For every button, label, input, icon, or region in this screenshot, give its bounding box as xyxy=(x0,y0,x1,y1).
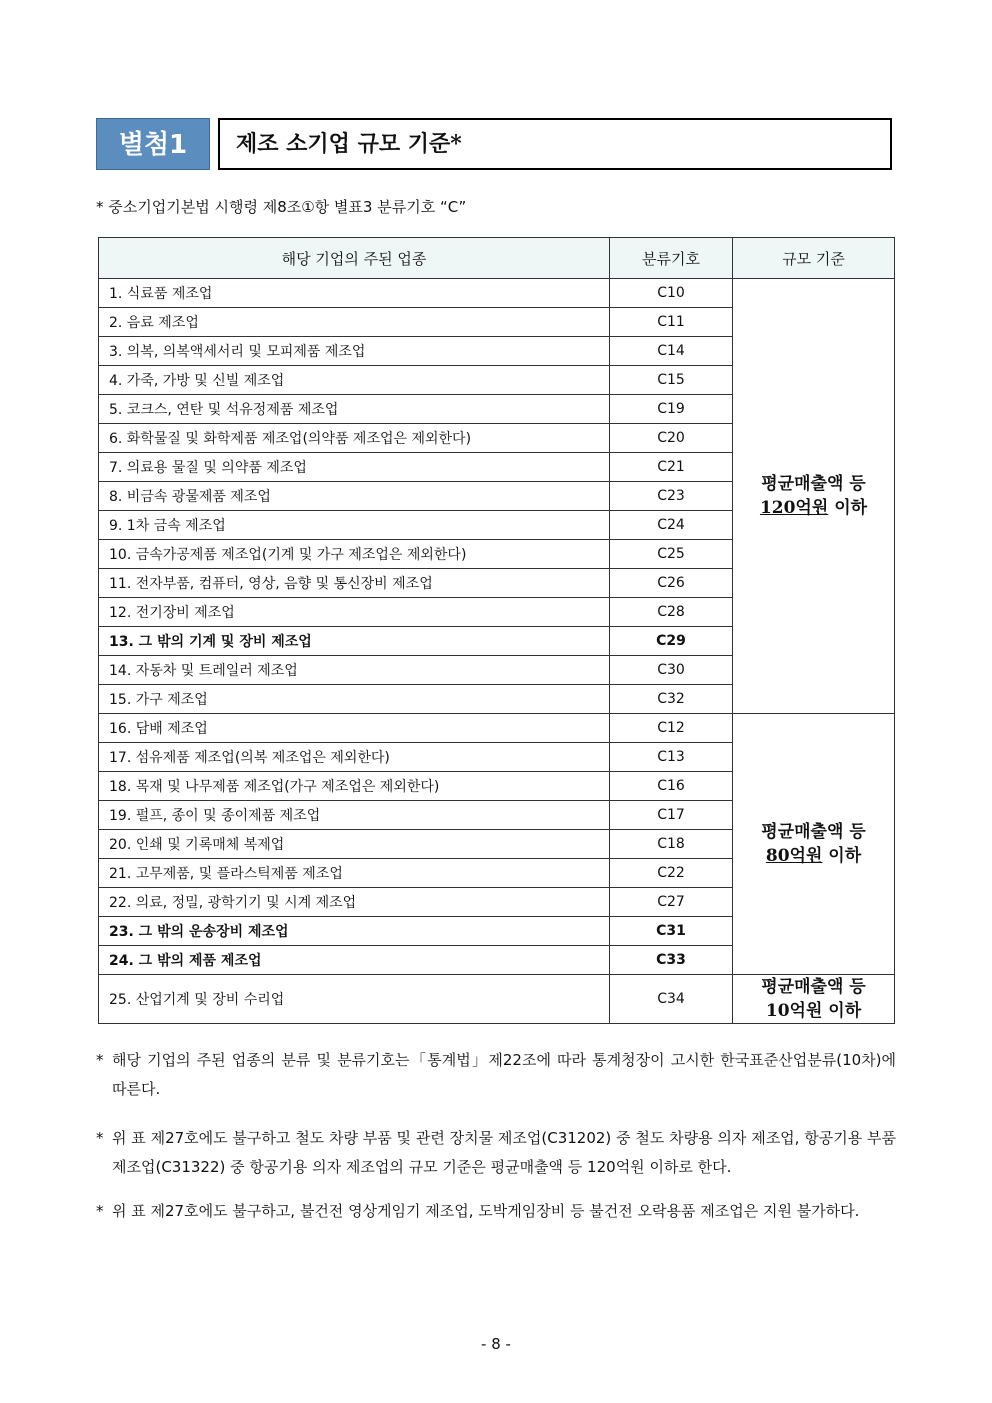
header-standard: 규모 기준 xyxy=(733,238,895,279)
code-cell: C28 xyxy=(610,598,733,627)
code-cell: C11 xyxy=(610,308,733,337)
table-row xyxy=(99,975,895,1024)
industry-cell: 9. 1차 금속 제조업 xyxy=(99,511,610,540)
footnote-marker: * xyxy=(96,1051,104,1069)
header-industry: 해당 기업의 주된 업종 xyxy=(99,238,610,279)
attachment-badge: 별첨1 xyxy=(96,118,210,170)
code-cell: C26 xyxy=(610,569,733,598)
footnote-marker: * xyxy=(96,1129,104,1147)
industry-cell: 13. 그 밖의 기계 및 장비 제조업 xyxy=(99,627,610,656)
code-cell: C16 xyxy=(610,772,733,801)
standard-cell-3 xyxy=(733,975,895,1024)
standard-suffix: 이하 xyxy=(828,498,868,518)
industry-cell: 2. 음료 제조업 xyxy=(99,308,610,337)
code-cell: C19 xyxy=(610,395,733,424)
industry-cell: 8. 비금속 광물제품 제조업 xyxy=(99,482,610,511)
industry-cell: 14. 자동차 및 트레일러 제조업 xyxy=(99,656,610,685)
table-row xyxy=(99,714,895,743)
code-cell: C32 xyxy=(610,685,733,714)
standard-amount: 10억원 xyxy=(765,1001,823,1021)
industry-cell: 10. 금속가공제품 제조업(기계 및 가구 제조업은 제외한다) xyxy=(99,540,610,569)
standard-cell-2 xyxy=(733,714,895,975)
standard-amount: 80억원 xyxy=(765,846,823,866)
code-cell: C21 xyxy=(610,453,733,482)
standard-cell-1 xyxy=(733,279,895,714)
industry-cell: 17. 섬유제품 제조업(의복 제조업은 제외한다) xyxy=(99,743,610,772)
industry-cell: 4. 가죽, 가방 및 신빌 제조업 xyxy=(99,366,610,395)
table-row xyxy=(99,279,895,308)
standard-suffix: 이하 xyxy=(822,1001,862,1021)
code-cell: C13 xyxy=(610,743,733,772)
standard-label: 평균매출액 등 xyxy=(761,474,866,494)
code-cell: C27 xyxy=(610,888,733,917)
industry-cell: 7. 의료용 물질 및 의약품 제조업 xyxy=(99,453,610,482)
industry-cell: 21. 고무제품, 및 플라스틱제품 제조업 xyxy=(99,859,610,888)
code-cell: C18 xyxy=(610,830,733,859)
footnote-text: 해당 기업의 주된 업종의 분류 및 분류기호는「통계법」제22조에 따라 통계청장이 고시한 한국표준산업분류(10차)에 따른다. xyxy=(112,1051,896,1098)
industry-cell: 3. 의복, 의복액세서리 및 모피제품 제조업 xyxy=(99,337,610,366)
document-title: 제조 소기업 규모 기준* xyxy=(218,118,892,170)
code-cell: C34 xyxy=(610,975,733,1024)
code-cell: C31 xyxy=(610,917,733,946)
code-cell: C20 xyxy=(610,424,733,453)
industry-cell: 24. 그 밖의 제품 제조업 xyxy=(99,946,610,975)
attachment-header xyxy=(96,118,892,170)
page-number: - 8 - xyxy=(481,1335,511,1353)
industry-cell: 11. 전자부품, 컴퓨터, 영상, 음향 및 통신장비 제조업 xyxy=(99,569,610,598)
standard-label: 평균매출액 등 xyxy=(761,822,866,842)
code-cell: C14 xyxy=(610,337,733,366)
industry-cell: 12. 전기장비 제조업 xyxy=(99,598,610,627)
code-cell: C22 xyxy=(610,859,733,888)
code-cell: C15 xyxy=(610,366,733,395)
code-cell: C12 xyxy=(610,714,733,743)
industry-cell: 20. 인쇄 및 기록매체 복제업 xyxy=(99,830,610,859)
code-cell: C24 xyxy=(610,511,733,540)
industry-cell: 6. 화학물질 및 화학제품 제조업(의약품 제조업은 제외한다) xyxy=(99,424,610,453)
industry-cell: 22. 의료, 정밀, 광학기기 및 시계 제조업 xyxy=(99,888,610,917)
industry-cell: 1. 식료품 제조업 xyxy=(99,279,610,308)
code-cell: C30 xyxy=(610,656,733,685)
footnote-text: 위 표 제27호에도 불구하고, 불건전 영상게임기 제조업, 도박게임장비 등 불건전 오락용품 제조업은 지원 불가하다. xyxy=(112,1202,860,1220)
code-cell: C33 xyxy=(610,946,733,975)
footnote-1 xyxy=(96,1046,896,1104)
standard-label: 평균매출액 등 xyxy=(761,977,866,997)
code-cell: C25 xyxy=(610,540,733,569)
footnote-text: 위 표 제27호에도 불구하고 철도 차량 부품 및 관련 장치물 제조업(C31202) 중 철도 차량용 의자 제조업, 항공기용 부품 제조업(C31322) 중 항공기용 의자 제조업의 규모 기준은 평균매출액 등 120억원 이하로 한다. xyxy=(112,1129,896,1176)
standard-amount: 120억원 xyxy=(759,498,829,518)
reference-note: * 중소기업기본법 시행령 제8조①항 별표3 분류기호 “C” xyxy=(96,198,467,216)
size-criteria-table xyxy=(98,237,895,1024)
industry-cell: 25. 산업기계 및 장비 수리업 xyxy=(99,975,610,1024)
industry-cell: 15. 가구 제조업 xyxy=(99,685,610,714)
code-cell: C23 xyxy=(610,482,733,511)
industry-cell: 16. 담배 제조업 xyxy=(99,714,610,743)
header-code: 분류기호 xyxy=(610,238,733,279)
industry-cell: 23. 그 밖의 운송장비 제조업 xyxy=(99,917,610,946)
table-header-row xyxy=(99,238,895,279)
footnote-2 xyxy=(96,1124,896,1182)
industry-cell: 5. 코크스, 연탄 및 석유정제품 제조업 xyxy=(99,395,610,424)
industry-cell: 18. 목재 및 나무제품 제조업(가구 제조업은 제외한다) xyxy=(99,772,610,801)
code-cell: C17 xyxy=(610,801,733,830)
code-cell: C10 xyxy=(610,279,733,308)
footnote-marker: * xyxy=(96,1202,104,1220)
industry-cell: 19. 펄프, 종이 및 종이제품 제조업 xyxy=(99,801,610,830)
standard-suffix: 이하 xyxy=(822,846,862,866)
footnote-3 xyxy=(96,1197,896,1226)
code-cell: C29 xyxy=(610,627,733,656)
